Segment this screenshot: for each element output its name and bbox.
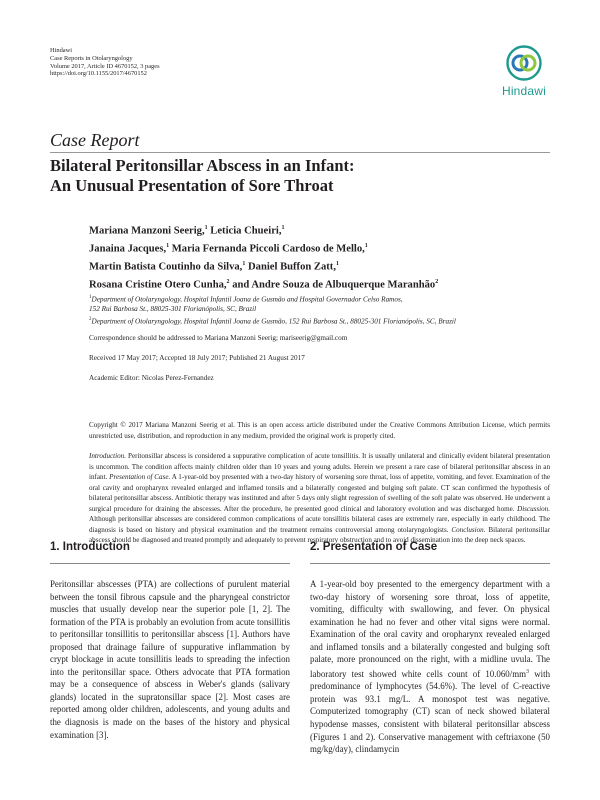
title-divider — [50, 152, 550, 153]
presentation-text: A 1-year-old boy presented to the emergency department with a two-day history of worsening sore throat, loss of appetite, vomiting, difficulty with swallowing, and fever. On physical examination he had no fever and other vital signs were normal. Examination of the oral cavity and oropharynx revealed enlarged and inflamed tonsils and a bilaterally congested and bulging soft palate, more pronounced on the right, with a midline uvula. The laboratory test showed white cells count of $10.060/mm^3$ with predominance of lymphocytes (54.6%). The level of C-reactive protein was 93.1 mg/L. A monospot test was negative. Computerized tomography (CT) scan of neck showed bilateral hypodense masses, consistent with bilateral peritonsillar abscess (Figures 1 and 2). Conservative management with ceftriaxone (50 mg/kg/day), clindamycin — [310, 579, 551, 755]
affiliation-1-address: 152 Rui Barbosa St., 88025-301 Florianópolis, SC, Brazil — [89, 304, 257, 313]
title-line-2: An Unusual Presentation of Sore Throat — [50, 176, 334, 195]
correspondence: Correspondence should be addressed to Mariana Manzoni Seerig; mariseerig@gmail.com — [89, 334, 348, 342]
section-divider — [310, 563, 550, 564]
author-line — [89, 221, 559, 239]
author-affiliation-mark: 1 — [336, 261, 339, 268]
author-name[interactable]: Daniel Buffon Zatt, — [245, 261, 336, 273]
author-name[interactable]: Martin Batista Coutinho da Silva, — [89, 261, 243, 273]
introduction-text: Peritonsillar abscesses (PTA) are collections of purulent material between the tonsil fibrous capsule and the pharyngeal constrictor muscles that usually develop near the superior pole [1, 2]. The formation of the PTA is probably an evolution from acute tonsillitis to peritonsillar tonsillitis to peritonsillar abscess [1]. Authors have proposed that drainage failure of suppurative inflammation by crypt blockage in acute tonsillitis leads to spreading the infection into the peritonsillar space. Others advocate that PTA formation may be a consequence of abscess in Weber's glands (salivary glands) located in the supratonsillar space [2]. Most cases are reported among older children, adolescents, and young adults and the diagnosis is made on the bases of the history and physical examination [3]. — [50, 579, 290, 740]
author-affiliation-mark: 1 — [204, 225, 208, 231]
author-line — [89, 257, 559, 275]
copyright-notice: Copyright © 2017 Mariana Manzoni Seerig et al. This is an open access article distributed under the Creative Commons Attribution License, which permits unrestricted use, distribution, and reproduction in any medium, provided the original work is properly cited. — [89, 421, 550, 440]
author-name[interactable]: Rosana Cristine Otero Cunha, — [89, 279, 227, 291]
title-line-1: Bilateral Peritonsillar Abscess in an Infant: — [50, 156, 355, 175]
journal-info — [50, 47, 160, 78]
author-name[interactable]: Maria Fernanda Piccoli Cardoso de Mello, — [169, 243, 365, 255]
abstract-text: Although peritonsillar abscesses are considered common complications of acute tonsillitis bilateral cases are extremely rare, especially in early childhood. The diagnosis is based on history and physical examination and the treatment remains controversial among otolaryngologists. — [89, 515, 550, 534]
affiliation-2: $^2$Department of Otolaryngology, Hospital Infantil Joana de Gusmão, 152 Rui Barbosa St., 88025-301 Florianópolis, SC, Brazil — [89, 316, 456, 325]
author-affiliation-mark: 1 — [364, 243, 368, 250]
abstract-label: Discussion. — [517, 504, 550, 513]
author-affiliation-mark: 1 — [166, 243, 170, 250]
abstract-label: Introduction. — [89, 452, 126, 460]
author-name[interactable]: Janaina Jacques, — [89, 243, 167, 255]
volume-info: Volume 2017, Article ID 4670152, 3 pages — [50, 62, 160, 70]
author-affiliation-mark: 2 — [435, 279, 439, 286]
section-heading-introduction: 1. Introduction — [50, 541, 130, 553]
author-line — [89, 239, 559, 257]
hindawi-logo-icon — [506, 45, 542, 81]
affiliations — [89, 293, 549, 327]
abstract-label: Conclusion. — [451, 525, 486, 534]
abstract-text: A 1-year-old boy presented with a two-day history of worsening sore throat, loss of appetite, vomiting, and fever. Examination of the oral cavity and oropharynx revealed enlarged and inflamed tonsils and a bilaterally congested and bulging soft palate. CT scan confirmed the hypothesis of bilateral peritonsillar abscess. Antibiotic therapy was instituted and after 5 days only slight regression of swelling of the soft palate was observed. He underwent a surgical procedure for draining the abscesses. After the procedure, he presented good clinical and laboratory evolution and was discharged home. — [89, 473, 551, 513]
author-affiliation-mark: 1 — [242, 261, 246, 268]
abstract-label: Presentation of Case. — [109, 473, 171, 482]
author-list — [89, 221, 559, 294]
hindawi-logo[interactable] — [498, 45, 550, 101]
academic-editor: Academic Editor: Nicolas Perez-Fernandez — [89, 374, 214, 382]
author-name[interactable]: and Andre Souza de Albuquerque Maranhão — [229, 279, 436, 291]
section-heading-presentation: 2. Presentation of Case — [310, 541, 438, 553]
article-title — [50, 156, 550, 196]
abstract-text: Peritonsillar abscess is considered a suppurative complication of acute tonsillitis. It is usually unilateral and clinically evident bilateral presentation is uncommon. The condition affects mainly children older than 10 years and young adults. Herein we present a rare case of bilateral peritonsillar abscess in an infant. — [89, 452, 550, 482]
abstract-text: Bilateral peritonsillar abscess should be diagnosed and treated promptly and adequately to prevent respiratory obstruction and to avoid dissemination into the deep neck spaces. — [89, 525, 550, 545]
affiliation-1: $^1$Department of Otolaryngology, Hospital Infantil Joana de Gusmão and Hospital Governador Celso Ramos, — [89, 295, 403, 304]
author-line — [89, 275, 559, 293]
doi-link[interactable]: https://doi.org/10.1155/2017/4670152 — [50, 70, 147, 78]
article-dates: Received 17 May 2017; Accepted 18 July 2017; Published 21 August 2017 — [89, 354, 305, 362]
author-name[interactable]: Leticia Chueiri, — [207, 225, 282, 237]
section-divider — [50, 563, 290, 564]
logo-text: Hindawi — [501, 84, 547, 98]
author-name[interactable]: Mariana Manzoni Seerig, — [89, 225, 205, 237]
author-affiliation-mark: 2 — [226, 279, 230, 286]
article-type: Case Report — [50, 130, 140, 150]
author-affiliation-mark: 1 — [281, 225, 285, 231]
journal-name: Case Reports in Otolaryngology — [50, 54, 133, 62]
publisher-name: Hindawi — [50, 47, 73, 54]
abstract — [89, 451, 550, 546]
